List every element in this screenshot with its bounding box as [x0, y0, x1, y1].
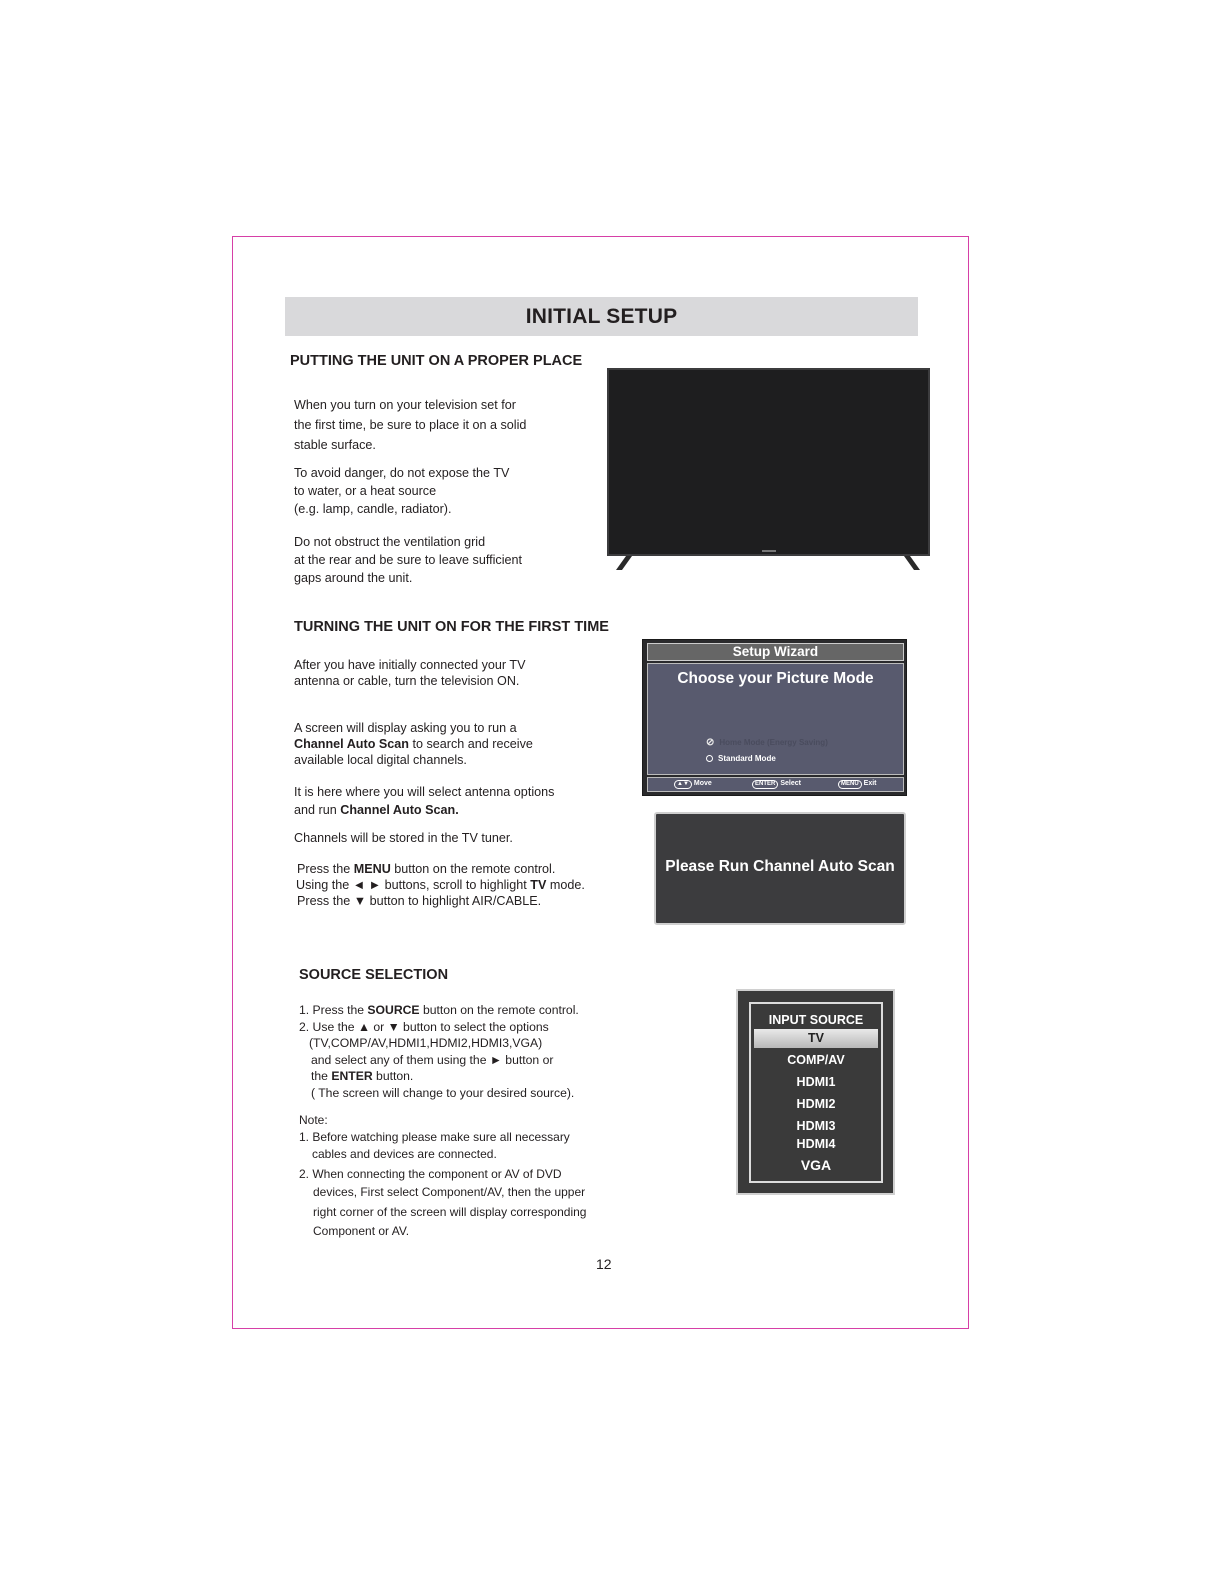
source-steps — [299, 1002, 579, 1101]
section-heading-first-time: TURNING THE UNIT ON FOR THE FIRST TIME — [294, 619, 609, 635]
text-span: button. — [372, 1069, 414, 1083]
first-time-paragraph-3 — [294, 783, 554, 819]
footer-move-label: Move — [693, 780, 712, 787]
source-item-hdmi1: HDMI1 — [796, 1075, 836, 1089]
text-span: to search and receive — [409, 737, 533, 751]
note-label: Note: — [299, 1113, 328, 1127]
text-line: ( The screen will change to your desired source). — [311, 1085, 575, 1100]
text-line: When you turn on your television set for — [294, 398, 516, 412]
enter-key-icon: ENTER — [752, 780, 778, 789]
bold-term: MENU — [353, 862, 391, 876]
text-span: 1. Press the — [299, 1003, 368, 1017]
footer-exit — [838, 780, 877, 789]
page-title: INITIAL SETUP — [525, 304, 678, 328]
text-line: at the rear and be sure to leave sufficient — [294, 553, 522, 567]
page-number: 12 — [596, 1256, 612, 1272]
wizard-header: Setup Wizard — [647, 643, 904, 661]
text-line: right corner of the screen will display corresponding — [313, 1204, 587, 1219]
wizard-option-home-mode — [706, 738, 828, 747]
wizard-footer — [647, 777, 904, 792]
first-time-paragraph-2 — [294, 720, 533, 768]
section-heading-placement: PUTTING THE UNIT ON A PROPER PLACE — [290, 353, 583, 369]
text-line: (e.g. lamp, candle, radiator). — [294, 502, 452, 516]
source-item-hdmi2: HDMI2 — [796, 1097, 836, 1111]
text-line: antenna or cable, turn the television ON. — [294, 674, 520, 688]
text-span: and run — [294, 803, 341, 817]
auto-scan-message: Please Run Channel Auto Scan — [665, 858, 895, 875]
text-line — [296, 861, 585, 877]
text-line: (TV,COMP/AV,HDMI1,HDMI2,HDMI3,VGA) — [309, 1036, 543, 1050]
text-line: to water, or a heat source — [294, 484, 437, 498]
footer-move — [674, 780, 712, 789]
text-line: devices, First select Component/AV, then the upper — [313, 1185, 586, 1199]
input-source-menu — [749, 1002, 883, 1183]
text-line: 1. Before watching please make sure all necessary — [299, 1130, 570, 1144]
text-line: gaps around the unit. — [294, 571, 413, 585]
text-line: A screen will display asking you to run a — [294, 721, 517, 735]
wizard-option-standard-mode — [706, 754, 776, 763]
section-heading-source: SOURCE SELECTION — [299, 967, 449, 983]
source-item-hdmi4: HDMI4 — [796, 1137, 836, 1151]
setup-wizard-screen — [642, 639, 907, 796]
text-line — [294, 801, 554, 819]
text-line: After you have initially connected your TV — [294, 658, 526, 672]
footer-select-label: Select — [780, 780, 801, 787]
text-line — [299, 1002, 579, 1019]
text-line: To avoid danger, do not expose the TV — [294, 466, 510, 480]
text-line: Component or AV. — [313, 1224, 410, 1238]
placement-paragraph-1 — [294, 395, 526, 455]
input-source-title: INPUT SOURCE — [768, 1013, 864, 1027]
input-source-screen — [736, 989, 895, 1195]
page-title-bar — [285, 297, 918, 336]
source-item-comp-av: COMP/AV — [787, 1053, 845, 1067]
text-line: available local digital channels. — [294, 753, 467, 767]
text-span: the — [311, 1069, 332, 1083]
checkmark-icon: ⊘ — [706, 736, 715, 748]
text-line: stable surface. — [294, 438, 376, 452]
arrow-keys-icon: ▲▼ — [674, 780, 692, 789]
bold-term: SOURCE — [367, 1003, 420, 1017]
tv-foot-left — [616, 556, 636, 570]
placement-paragraph-3 — [294, 533, 522, 587]
menu-key-icon: MENU — [838, 780, 862, 789]
option-label: Home Mode (Energy Saving) — [719, 738, 828, 747]
source-notes — [299, 1112, 586, 1242]
tv-logo — [762, 550, 776, 552]
source-item-vga: VGA — [800, 1157, 832, 1173]
bold-term: Channel Auto Scan. — [340, 803, 459, 817]
text-line — [294, 736, 533, 752]
source-item-tv: TV — [808, 1031, 824, 1045]
radio-icon — [706, 755, 713, 762]
text-span: Press the — [297, 862, 354, 876]
source-item-hdmi3: HDMI3 — [796, 1119, 836, 1133]
tv-image — [607, 368, 930, 556]
bold-term: TV — [530, 878, 547, 892]
bold-term: ENTER — [331, 1069, 373, 1083]
text-line: 2. Use the ▲ or ▼ button to select the options — [299, 1019, 549, 1034]
footer-exit-label: Exit — [863, 780, 877, 787]
text-line: and select any of them using the ► button or — [311, 1052, 554, 1067]
text-line: the first time, be sure to place it on a solid — [294, 418, 527, 432]
wizard-body — [647, 663, 904, 775]
text-line — [299, 1068, 579, 1085]
placement-paragraph-2 — [294, 464, 509, 518]
first-time-paragraph-4: Channels will be stored in the TV tuner. — [294, 831, 513, 845]
bold-term: Channel Auto Scan — [294, 737, 409, 751]
text-line: It is here where you will select antenna options — [294, 785, 555, 799]
footer-select — [752, 780, 801, 789]
wizard-title: Choose your Picture Mode — [677, 670, 874, 687]
text-line — [296, 877, 585, 893]
first-time-paragraph-1 — [294, 657, 525, 689]
text-line: Do not obstruct the ventilation grid — [294, 535, 486, 549]
text-line: 2. When connecting the component or AV of DVD — [299, 1167, 562, 1181]
text-span: Using the ◄ ► buttons, scroll to highlight — [296, 878, 531, 892]
tv-foot-right — [900, 556, 920, 570]
first-time-paragraph-5 — [296, 861, 585, 909]
text-span: button on the remote control. — [390, 862, 556, 876]
text-line: Press the ▼ button to highlight AIR/CABLE. — [297, 894, 542, 908]
text-span: mode. — [546, 878, 585, 892]
text-span: button on the remote control. — [419, 1003, 579, 1017]
option-label: Standard Mode — [718, 754, 776, 763]
auto-scan-screen — [654, 812, 906, 925]
text-line: cables and devices are connected. — [312, 1147, 497, 1161]
